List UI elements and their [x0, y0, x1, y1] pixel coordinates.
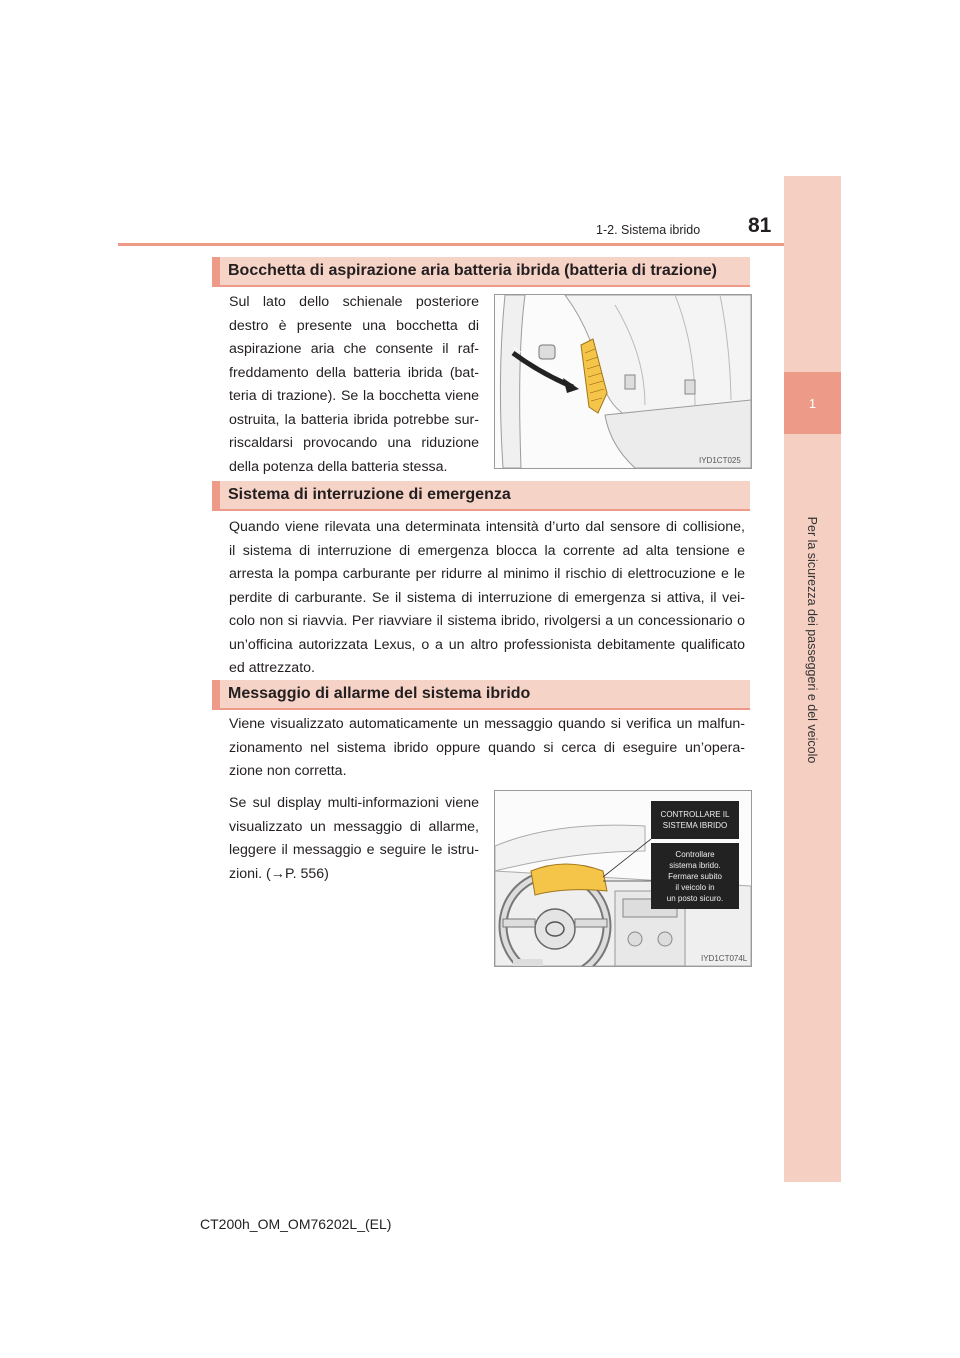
chapter-title: Per la sicurezza dei passeggeri e del veicolo: [805, 516, 819, 764]
text-line: della potenza della batteria stessa.: [229, 458, 448, 475]
chapter-number-box: [784, 372, 841, 434]
text-line: leggere il messaggio e seguire le istru-: [229, 842, 479, 858]
text-line: il sistema di interruzione di emergenza blocca la corrente ad alta tensione e: [229, 542, 745, 559]
chapter-number: 1: [808, 395, 817, 411]
rear-seat-air-intake-illustration: [494, 294, 752, 469]
section-heading-air-intake: Bocchetta di aspirazione aria batteria ibrida (batteria di trazione): [212, 257, 750, 287]
section-heading-warning-message: Messaggio di allarme del sistema ibrido: [212, 680, 750, 710]
section-text-emergency-shutoff: [229, 516, 745, 681]
display-text-line: sistema ibrido.: [669, 860, 721, 870]
text-line: Viene visualizzato automaticamente un messaggio quando si verifica un malfun-: [229, 716, 745, 732]
dashboard-warning-illustration: [494, 790, 752, 967]
figure-code: IYD1CT074L: [701, 954, 748, 963]
text-line: teria di trazione). Se la bocchetta viene: [229, 388, 479, 404]
section-heading-emergency-shutoff: Sistema di interruzione di emergenza: [212, 481, 750, 511]
text-line: Se sul display multi-informazioni viene: [229, 795, 479, 811]
text-line: perdite di carburante. Se il sistema di interruzione di emergenza si attiva, il vei-: [229, 589, 745, 606]
display-text-line: un posto sicuro.: [666, 893, 724, 903]
warning-display-detail: [651, 843, 739, 909]
text-line: ostruita, la batteria ibrida potrebbe sur-: [229, 411, 479, 428]
section-reference: 1-2. Sistema ibrido: [596, 223, 701, 237]
display-text-line: il veicolo in: [675, 882, 715, 892]
text-line: arresta la pompa carburante per ridurre al minimo il rischio di elettrocuzione e le: [229, 566, 745, 582]
section-text-air-intake: [229, 291, 479, 479]
text-line: ed attrezzato.: [229, 660, 315, 676]
text-line: riscaldarsi provocando una riduzione: [229, 435, 479, 451]
text-line: aspirazione aria che consente il raf-: [229, 341, 479, 357]
display-text-line: Controllare: [675, 849, 715, 859]
text-line: zione non corretta.: [229, 763, 347, 779]
text-line: Sul lato dello schienale posteriore: [229, 294, 479, 310]
text-line: un’officina autorizzata Lexus, o a un altro professionista debitamente qualificato: [229, 636, 745, 653]
display-text-line: CONTROLLARE IL: [660, 810, 730, 819]
text-line: Quando viene rilevata una determinata intensità d’urto dal sensore di collisione,: [229, 519, 745, 535]
section-text-warning-message: [229, 792, 479, 886]
rear-seat-drawing: [495, 295, 751, 468]
text-line: visualizzato un messaggio di allarme,: [229, 818, 479, 835]
display-text-line: Fermare subito: [668, 871, 722, 881]
warning-display-message: [651, 801, 739, 839]
display-text-line: SISTEMA IBRIDO: [662, 821, 728, 830]
text-line: zionamento nel sistema ibrido oppure quando si cerca di eseguire un’opera-: [229, 739, 745, 756]
document-code: CT200h_OM_OM76202L_(EL): [200, 1216, 392, 1232]
text-line: colo non si riavvia. Per riavviare il sistema ibrido, rivolgersi a un concessionario o: [229, 613, 745, 629]
page-number: 81: [748, 214, 772, 237]
header-divider: [118, 243, 784, 246]
text-line: zioni. (→P. 556): [229, 865, 329, 882]
figure-code: IYD1CT025: [699, 456, 741, 465]
text-line: freddamento della batteria ibrida (bat-: [229, 364, 479, 381]
section-intro-warning-message: [229, 713, 745, 784]
text-line: destro è presente una bocchetta di: [229, 317, 479, 334]
